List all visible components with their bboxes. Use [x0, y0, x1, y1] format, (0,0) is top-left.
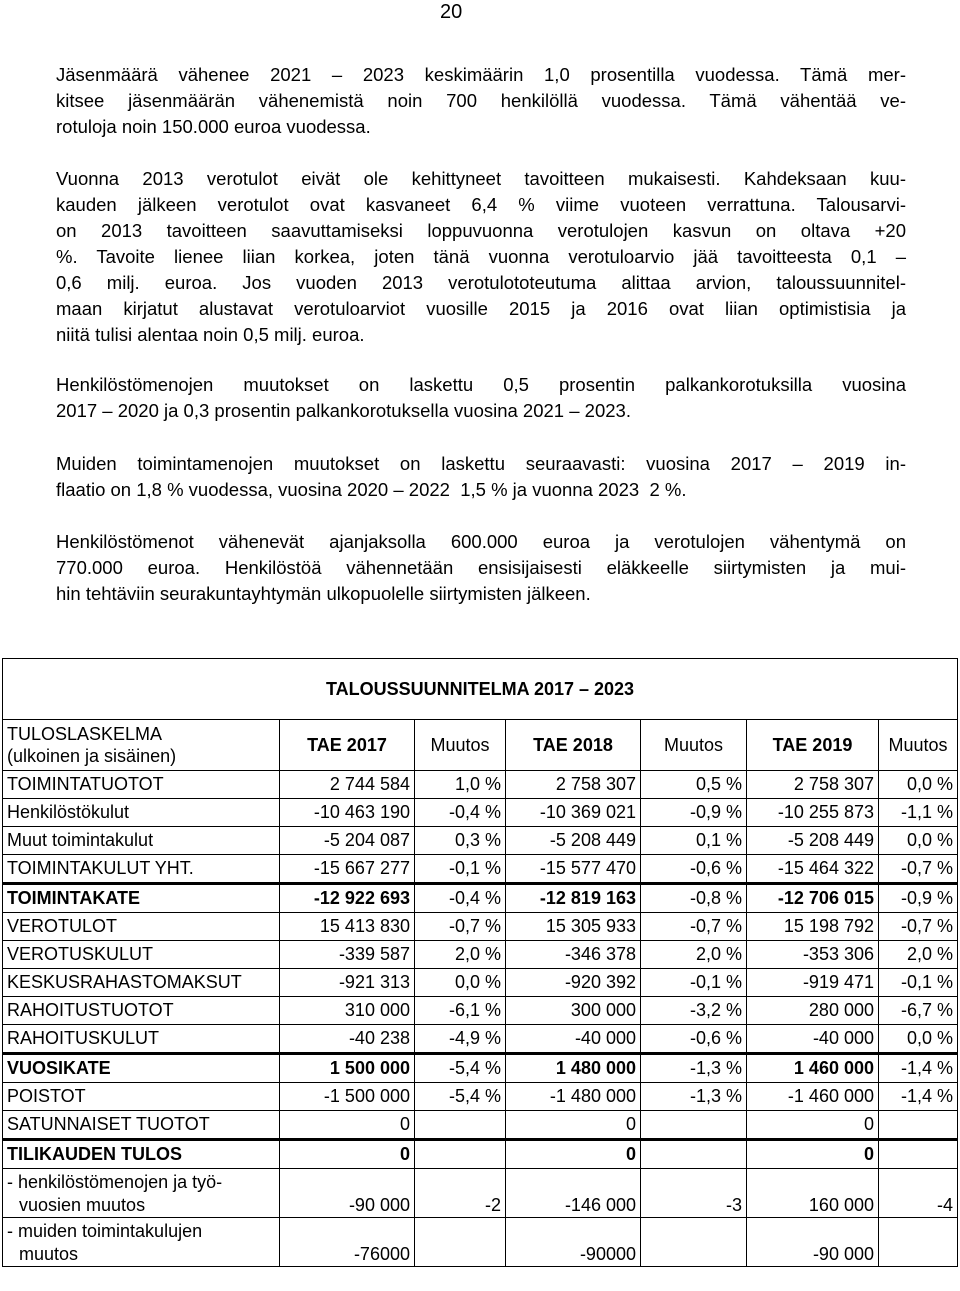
text-line: kitsee jäsenmäärän vähenemistä noin 700 henkilöllä vuodessa. Tämä vähentää ve-: [56, 90, 906, 111]
table-row: [3, 1054, 958, 1083]
cell-change: -0,1 %: [415, 855, 506, 884]
header-label-line1: TULOSLASKELMA: [7, 724, 163, 744]
header-label-line2: (ulkoinen ja sisäinen): [7, 746, 177, 766]
header-col-tae2018: TAE 2018: [506, 720, 641, 771]
text-line: Henkilöstömenot vähenevät ajanjaksolla 600.000 euroa ja verotulojen vähentymä on: [56, 531, 906, 552]
cell-value: -1 500 000: [280, 1083, 415, 1111]
text-line: Vuonna 2013 verotulot eivät ole kehittyneet tavoitteen mukaisesti. Kahdeksaan kuu-: [56, 168, 906, 189]
cell-change: 0,0 %: [415, 969, 506, 997]
cell-value: -1 460 000: [747, 1083, 879, 1111]
cell-value: -40 000: [747, 1025, 879, 1054]
cell-value: -1 480 000: [506, 1083, 641, 1111]
cell-value: -15 667 277: [280, 855, 415, 884]
cell-change: 0,0 %: [879, 827, 958, 855]
cell-value: -5 208 449: [747, 827, 879, 855]
cell-change: -4,9 %: [415, 1025, 506, 1054]
cell-change: 0,0 %: [879, 771, 958, 799]
cell-change: -2: [415, 1169, 506, 1218]
table-row: [3, 1025, 958, 1054]
cell-value: -5 204 087: [280, 827, 415, 855]
cell-value: -919 471: [747, 969, 879, 997]
cell-change: -3: [641, 1169, 747, 1218]
table-title: TALOUSSUUNNITELMA 2017 – 2023: [3, 659, 958, 720]
cell-change: -4: [879, 1169, 958, 1218]
row-label: TOIMINTATUOTOT: [3, 771, 280, 799]
cell-value: -10 369 021: [506, 799, 641, 827]
cell-change: -0,7 %: [879, 913, 958, 941]
cell-change: 2,0 %: [879, 941, 958, 969]
cell-value: 0: [747, 1140, 879, 1169]
cell-value: 1 480 000: [506, 1054, 641, 1083]
cell-value: -90 000: [747, 1218, 879, 1267]
cell-change: [641, 1111, 747, 1140]
row-label: SATUNNAISET TUOTOT: [3, 1111, 280, 1140]
row-label: RAHOITUSKULUT: [3, 1025, 280, 1054]
cell-change: [415, 1140, 506, 1169]
cell-change: -0,8 %: [641, 884, 747, 913]
cell-value: -15 577 470: [506, 855, 641, 884]
paragraph-membership: [56, 62, 906, 140]
cell-change: [879, 1218, 958, 1267]
paragraph-reductions: [56, 529, 906, 607]
cell-value: 0: [280, 1111, 415, 1140]
table-row: [3, 799, 958, 827]
cell-value: 280 000: [747, 997, 879, 1025]
cell-change: -1,4 %: [879, 1054, 958, 1083]
cell-change: -0,9 %: [879, 884, 958, 913]
cell-value: -76000: [280, 1218, 415, 1267]
text-line: kauden jälkeen verotulot ovat kasvaneet 6,4 % viime vuoteen verrattuna. Talousarvi-: [56, 194, 906, 215]
row-label: TILIKAUDEN TULOS: [3, 1140, 280, 1169]
cell-value: 0: [747, 1111, 879, 1140]
row-label: TOIMINTAKULUT YHT.: [3, 855, 280, 884]
text-line: 2017 – 2020 ja 0,3 prosentin palkankorotuksella vuosina 2021 – 2023.: [56, 400, 631, 421]
table-row: [3, 1111, 958, 1140]
cell-value: -12 819 163: [506, 884, 641, 913]
row-label-line2: muutos: [19, 1244, 79, 1264]
table-row: [3, 1218, 958, 1267]
row-label: Muut toimintakulut: [3, 827, 280, 855]
cell-value: 300 000: [506, 997, 641, 1025]
cell-value: 0: [506, 1111, 641, 1140]
cell-value: 0: [506, 1140, 641, 1169]
cell-value: -90000: [506, 1218, 641, 1267]
cell-value: 1 460 000: [747, 1054, 879, 1083]
table-row: [3, 1169, 958, 1218]
cell-value: 310 000: [280, 997, 415, 1025]
paragraph-tax-revenue: [56, 166, 906, 348]
text-line: 770.000 euroa. Henkilöstöä vähennetään ensisijaisesti eläkkeelle siirtymisten ja mui-: [56, 557, 906, 578]
row-label: RAHOITUSTUOTOT: [3, 997, 280, 1025]
cell-value: -12 922 693: [280, 884, 415, 913]
cell-value: -5 208 449: [506, 827, 641, 855]
text-line: Muiden toimintamenojen muutokset on laskettu seuraavasti: vuosina 2017 – 2019 in-: [56, 453, 906, 474]
row-label: VEROTUSKULUT: [3, 941, 280, 969]
cell-value: 15 198 792: [747, 913, 879, 941]
row-label: [3, 1218, 280, 1267]
cell-value: -10 463 190: [280, 799, 415, 827]
cell-value: 15 305 933: [506, 913, 641, 941]
cell-change: -0,6 %: [641, 1025, 747, 1054]
cell-value: 15 413 830: [280, 913, 415, 941]
text-line: %. Tavoite lienee liian korkea, joten tänä vuonna verotuloarvio jää tavoitteesta 0,1 –: [56, 246, 906, 267]
page-number: 20: [440, 1, 463, 23]
table-row: [3, 855, 958, 884]
header-col-tae2017: TAE 2017: [280, 720, 415, 771]
cell-value: -921 313: [280, 969, 415, 997]
cell-change: -0,1 %: [879, 969, 958, 997]
cell-value: 1 500 000: [280, 1054, 415, 1083]
cell-value: -339 587: [280, 941, 415, 969]
cell-change: -5,4 %: [415, 1083, 506, 1111]
cell-change: [415, 1218, 506, 1267]
cell-change: -6,1 %: [415, 997, 506, 1025]
cell-value: -920 392: [506, 969, 641, 997]
cell-change: [879, 1140, 958, 1169]
text-line: Henkilöstömenojen muutokset on laskettu 0,5 prosentin palkankorotuksilla vuosina: [56, 374, 906, 395]
cell-change: [415, 1111, 506, 1140]
cell-change: [641, 1218, 747, 1267]
cell-change: 2,0 %: [641, 941, 747, 969]
cell-value: -346 378: [506, 941, 641, 969]
cell-value: -40 238: [280, 1025, 415, 1054]
row-label: VEROTULOT: [3, 913, 280, 941]
row-label: Henkilöstökulut: [3, 799, 280, 827]
cell-change: -0,7 %: [879, 855, 958, 884]
text-line: on 2013 tavoitteen saavuttamiseksi loppuvuonna verotulojen kasvun on oltava +20: [56, 220, 906, 241]
table-row: [3, 827, 958, 855]
cell-value: 160 000: [747, 1169, 879, 1218]
row-label-line2: vuosien muutos: [19, 1195, 146, 1215]
cell-value: -353 306: [747, 941, 879, 969]
header-col-muutos: Muutos: [415, 720, 506, 771]
paragraph-personnel-costs: [56, 372, 906, 424]
cell-value: -15 464 322: [747, 855, 879, 884]
cell-change: 2,0 %: [415, 941, 506, 969]
cell-value: -40 000: [506, 1025, 641, 1054]
header-col-muutos: Muutos: [641, 720, 747, 771]
cell-value: -12 706 015: [747, 884, 879, 913]
cell-value: -10 255 873: [747, 799, 879, 827]
cell-change: -0,9 %: [641, 799, 747, 827]
row-label: VUOSIKATE: [3, 1054, 280, 1083]
cell-change: -0,7 %: [415, 913, 506, 941]
financial-plan-table: [2, 658, 957, 1267]
row-label-line1: - henkilöstömenojen ja työ-: [7, 1172, 223, 1192]
table-row: [3, 997, 958, 1025]
paragraph-operating-costs: [56, 451, 906, 503]
cell-change: -5,4 %: [415, 1054, 506, 1083]
header-col-muutos: Muutos: [879, 720, 958, 771]
cell-change: -0,7 %: [641, 913, 747, 941]
row-label: [3, 1169, 280, 1218]
cell-change: 1,0 %: [415, 771, 506, 799]
table-row: [3, 771, 958, 799]
table-row: [3, 941, 958, 969]
table-row: [3, 884, 958, 913]
cell-value: -146 000: [506, 1169, 641, 1218]
cell-change: [641, 1140, 747, 1169]
cell-change: 0,0 %: [879, 1025, 958, 1054]
cell-change: -0,4 %: [415, 799, 506, 827]
cell-value: 2 744 584: [280, 771, 415, 799]
text-line: maan kirjatut alustavat verotuloarviot vuosille 2015 ja 2016 ovat liian optimistisia ja: [56, 298, 906, 319]
text-line: niitä tulisi alentaa noin 0,5 milj. euroa.: [56, 324, 365, 345]
cell-change: -1,1 %: [879, 799, 958, 827]
text-line: Jäsenmäärä vähenee 2021 – 2023 keskimäärin 1,0 prosentilla vuodessa. Tämä mer-: [56, 64, 906, 85]
row-label-line1: - muiden toimintakulujen: [7, 1221, 203, 1241]
text-line: hin tehtäviin seurakuntayhtymän ulkopuolelle siirtymisten jälkeen.: [56, 583, 591, 604]
cell-change: [879, 1111, 958, 1140]
cell-change: 0,3 %: [415, 827, 506, 855]
cell-change: 0,1 %: [641, 827, 747, 855]
header-label: [3, 720, 280, 771]
cell-value: -90 000: [280, 1169, 415, 1218]
cell-change: -0,6 %: [641, 855, 747, 884]
text-line: 0,6 milj. euroa. Jos vuoden 2013 verotulototeutuma alittaa arvion, taloussuunnitel-: [56, 272, 906, 293]
text-line: rotuloja noin 150.000 euroa vuodessa.: [56, 116, 371, 137]
cell-change: -0,4 %: [415, 884, 506, 913]
cell-change: -1,3 %: [641, 1083, 747, 1111]
row-label: KESKUSRAHASTOMAKSUT: [3, 969, 280, 997]
cell-change: -0,1 %: [641, 969, 747, 997]
header-col-tae2019: TAE 2019: [747, 720, 879, 771]
cell-change: -1,4 %: [879, 1083, 958, 1111]
cell-value: 2 758 307: [747, 771, 879, 799]
cell-value: 0: [280, 1140, 415, 1169]
text-line: flaatio on 1,8 % vuodessa, vuosina 2020 – 2022 1,5 % ja vuonna 2023 2 %.: [56, 479, 687, 500]
cell-change: -1,3 %: [641, 1054, 747, 1083]
table-row: [3, 913, 958, 941]
row-label: TOIMINTAKATE: [3, 884, 280, 913]
cell-change: 0,5 %: [641, 771, 747, 799]
row-label: POISTOT: [3, 1083, 280, 1111]
cell-value: 2 758 307: [506, 771, 641, 799]
table-row: [3, 969, 958, 997]
table-row: [3, 1083, 958, 1111]
table-row: [3, 1140, 958, 1169]
cell-change: -6,7 %: [879, 997, 958, 1025]
cell-change: -3,2 %: [641, 997, 747, 1025]
